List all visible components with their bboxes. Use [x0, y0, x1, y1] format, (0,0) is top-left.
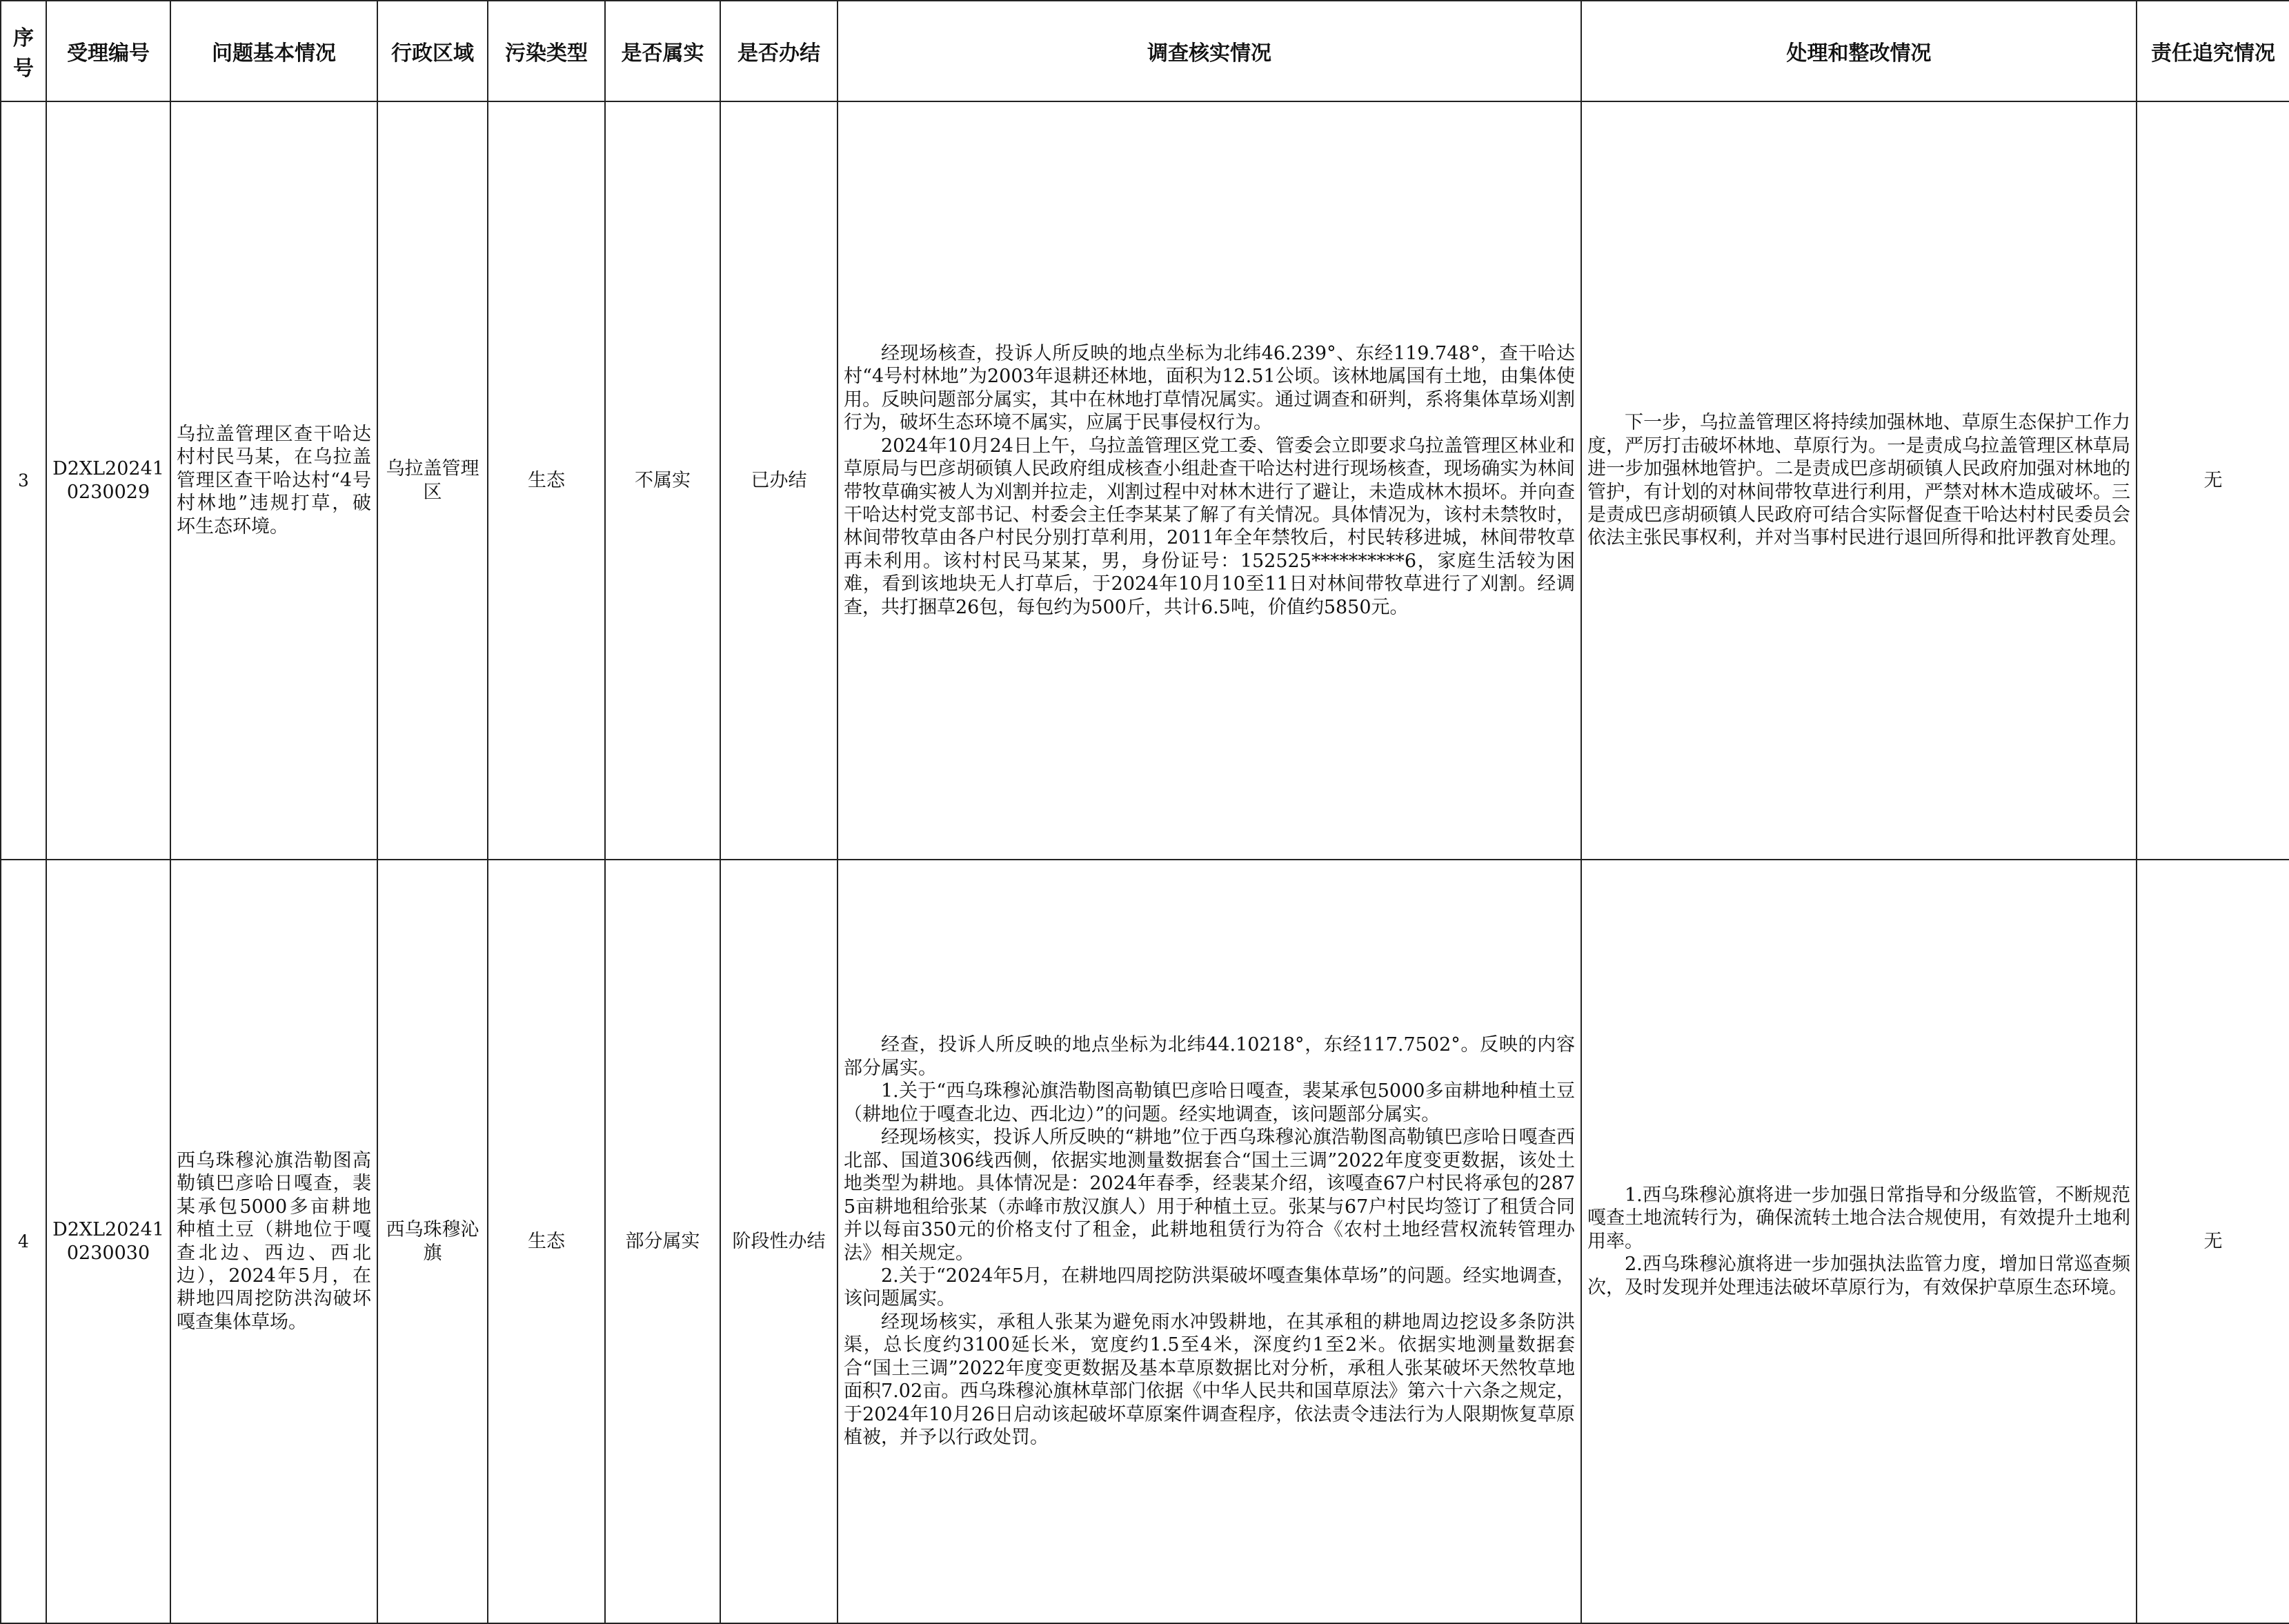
cell-accountability: 无 [2137, 860, 2289, 1623]
cell-case-id: D2XL202410230030 [46, 860, 170, 1623]
investigation-paragraph: 经现场核实，投诉人所反映的“耕地”位于西乌珠穆沁旗浩勒图高勒镇巴彦哈日嘎查西北部、国道306线西侧，依据实地测量数据套合“国土三调”2022年度变更数据，该处土地类型为耕地。具体情况是：2024年春季，经裴某介绍，该嘎查67户村民将承包的2875亩耕地租给张某（赤峰市敖汉旗人）用于种植土豆。张某与67户村民均签订了租赁合同并以每亩350元的价格支付了租金，此耕地租赁行为符合《农村土地经营权流转管理办法》相关规定。 [844, 1127, 1575, 1264]
cell-seq: 3 [1, 101, 46, 860]
header-status: 是否办结 [720, 1, 838, 101]
cell-pollution-type: 生态 [488, 101, 605, 860]
header-row [1, 1, 2289, 101]
cell-handling [1581, 101, 2137, 860]
cell-status: 已办结 [720, 101, 838, 860]
investigation-paragraph: 1.关于“西乌珠穆沁旗浩勒图高勒镇巴彦哈日嘎查，裴某承包5000多亩耕地种植土豆（耕地位于嘎查北边、西北边）”的问题。经实地调查，该问题部分属实。 [844, 1080, 1575, 1125]
header-accountability: 责任追究情况 [2137, 1, 2289, 101]
header-pollution-type: 污染类型 [488, 1, 605, 101]
table-row [1, 860, 2289, 1623]
handling-paragraph: 2.西乌珠穆沁旗将进一步加强执法监管力度，增加日常巡查频次，及时发现并处理违法破坏草原行为，有效保护草原生态环境。 [1587, 1254, 2130, 1298]
header-verified: 是否属实 [605, 1, 720, 101]
cell-pollution-type: 生态 [488, 860, 605, 1623]
investigation-paragraph: 经现场核查，投诉人所反映的地点坐标为北纬46.239°、东经119.748°，查干哈达村“4号村林地”为2003年退耕还林地，面积为12.51公顷。该林地属国有土地，由集体使用。反映问题部分属实，其中在林地打草情况属实。通过调查和研判，系将集体草场刈割行为，破坏生态环境不属实，应属于民事侵权行为。 [844, 342, 1575, 434]
header-region: 行政区域 [377, 1, 488, 101]
cell-status: 阶段性办结 [720, 860, 838, 1623]
investigation-paragraph: 2.关于“2024年5月，在耕地四周挖防洪渠破坏嘎查集体草场”的问题。经实地调查，该问题属实。 [844, 1265, 1575, 1310]
header-handling: 处理和整改情况 [1581, 1, 2137, 101]
cell-issue: 西乌珠穆沁旗浩勒图高勒镇巴彦哈日嘎查，裴某承包5000多亩耕地种植土豆（耕地位于嘎查北边、西边、西北边），2024年5月，在耕地四周挖防洪沟破坏嘎查集体草场。 [170, 860, 377, 1623]
investigation-paragraph: 经查，投诉人所反映的地点坐标为北纬44.10218°，东经117.7502°。反映的内容部分属实。 [844, 1034, 1575, 1079]
handling-paragraph: 1.西乌珠穆沁旗将进一步加强日常指导和分级监管，不断规范嘎查土地流转行为，确保流转土地合法合规使用，有效提升土地利用率。 [1587, 1184, 2130, 1252]
cell-issue: 乌拉盖管理区查干哈达村村民马某，在乌拉盖管理区查干哈达村“4号村林地”违规打草，破坏生态环境。 [170, 101, 377, 860]
cell-seq: 4 [1, 860, 46, 1623]
header-seq: 序号 [1, 1, 46, 101]
cell-investigation [838, 860, 1581, 1623]
header-case-id: 受理编号 [46, 1, 170, 101]
cell-handling [1581, 860, 2137, 1623]
investigation-paragraph: 2024年10月24日上午，乌拉盖管理区党工委、管委会立即要求乌拉盖管理区林业和草原局与巴彦胡硕镇人民政府组成核查小组赴查干哈达村进行现场核查，现场确实为林间带牧草确实被人为刈割并拉走，刈割过程中对林木进行了避让，未造成林木损坏。并向查干哈达村党支部书记、村委会主任李某某了解了有关情况。具体情况为，该村未禁牧时，林间带牧草由各户村民分别打草利用，2011年全年禁牧后，村民转移进城，林间带牧草再未利用。该村村民马某某，男，身份证号：152525**********6，家庭生活较为困难，看到该地块无人打草后，于2024年10月10至11日对林间带牧草进行了刈割。经调查，共打捆草26包，每包约为500斤，共计6.5吨，价值约5850元。 [844, 435, 1575, 618]
cell-region: 西乌珠穆沁旗 [377, 860, 488, 1623]
cell-verified: 部分属实 [605, 860, 720, 1623]
header-investigation: 调查核实情况 [838, 1, 1581, 101]
cell-case-id: D2XL202410230029 [46, 101, 170, 860]
table-row [1, 101, 2289, 860]
header-issue: 问题基本情况 [170, 1, 377, 101]
cell-accountability: 无 [2137, 101, 2289, 860]
handling-paragraph: 下一步，乌拉盖管理区将持续加强林地、草原生态保护工作力度，严厉打击破坏林地、草原行为。一是责成乌拉盖管理区林草局进一步加强林地管护。二是责成巴彦胡硕镇人民政府加强对林地的管护，有计划的对林间带牧草进行利用，严禁对林木造成破坏。三是责成巴彦胡硕镇人民政府可结合实际督促查干哈达村村民委员会依法主张民事权利，并对当事村民进行退回所得和批评教育处理。 [1587, 412, 2130, 549]
investigation-paragraph: 经现场核实，承租人张某为避免雨水冲毁耕地，在其承租的耕地周边挖设多条防洪渠，总长度约3100延长米，宽度约1.5至4米，深度约1至2米。依据实地测量数据套合“国土三调”2022年度变更数据及基本草原数据比对分析，承租人张某破坏天然牧草地面积7.02亩。西乌珠穆沁旗林草部门依据《中华人民共和国草原法》第六十六条之规定，于2024年10月26日启动该起破坏草原案件调查程序，依法责令违法行为人限期恢复草原植被，并予以行政处罚。 [844, 1311, 1575, 1449]
cell-region: 乌拉盖管理区 [377, 101, 488, 860]
cell-investigation [838, 101, 1581, 860]
cell-verified: 不属实 [605, 101, 720, 860]
